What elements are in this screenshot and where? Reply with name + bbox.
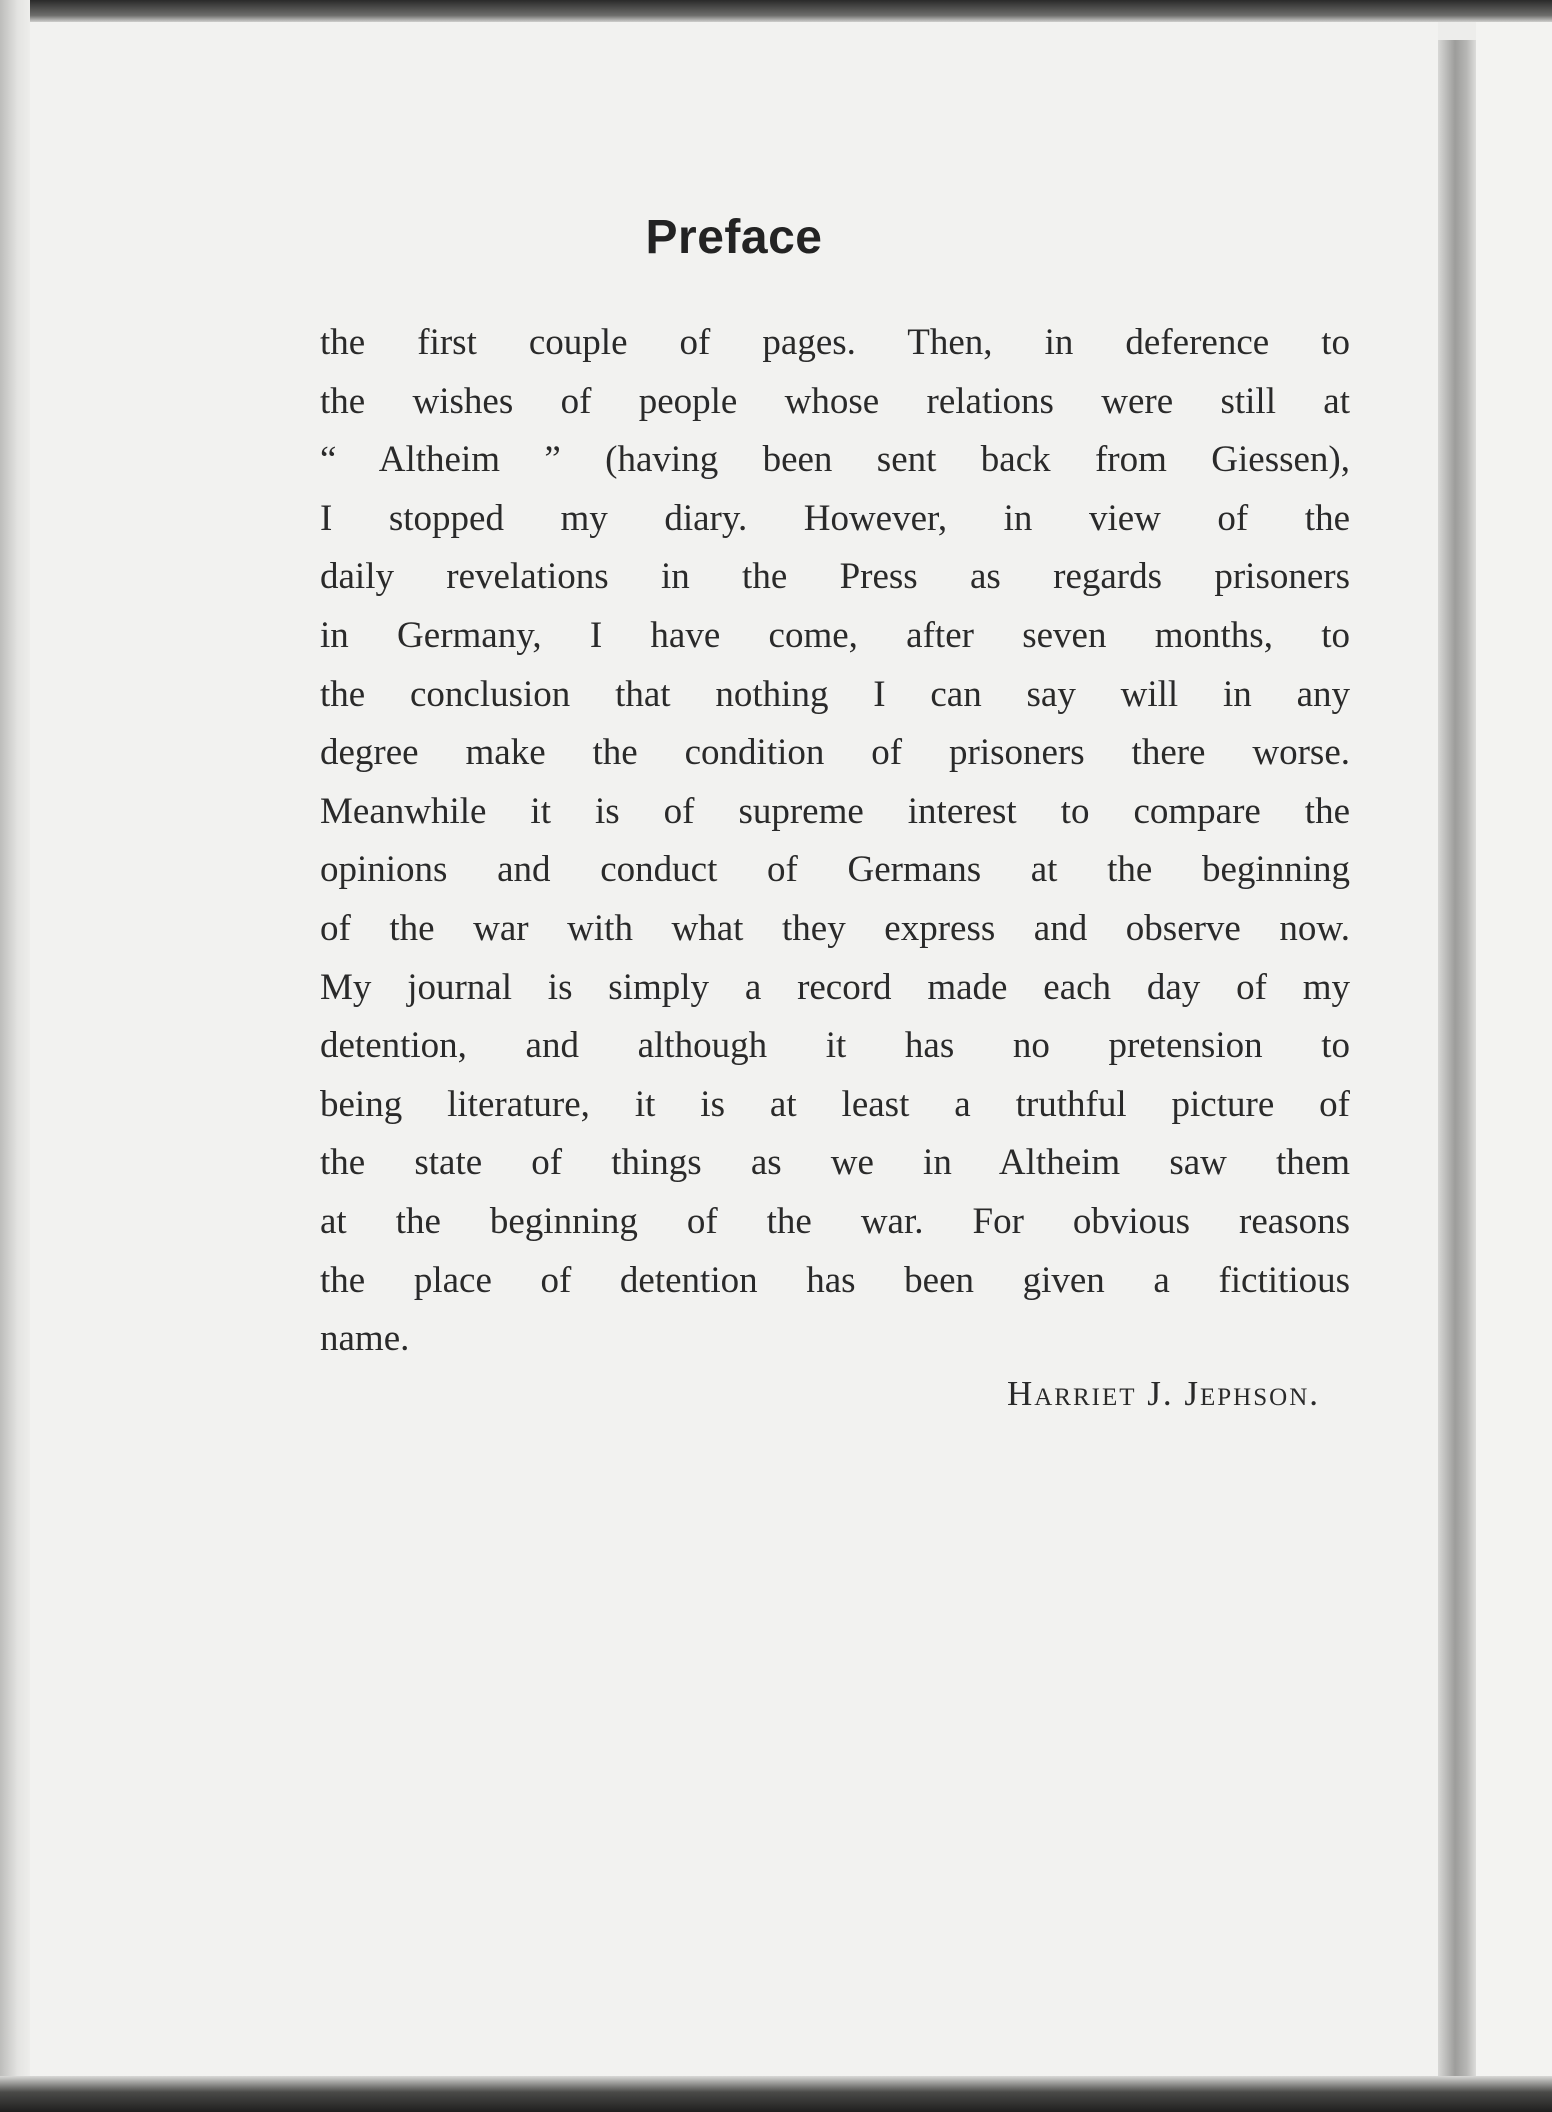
text-line: the conclusion that nothing I can say will in any — [320, 673, 1350, 715]
text-line: of the war with what they express and observe now. — [320, 907, 1350, 949]
text-line: the first couple of pages. Then, in deference to — [320, 322, 1350, 363]
text-line: detention, and although it has no pretension to — [320, 1025, 1350, 1067]
text-line: the place of detention has been given a fictitious — [320, 1259, 1350, 1301]
text-line: degree make the condition of prisoners there worse. — [320, 732, 1350, 774]
text-line: the state of things as we in Altheim saw them — [320, 1142, 1350, 1184]
text-line: “ Altheim ” (having been sent back from Giessen), — [320, 439, 1350, 481]
text-line: being literature, it is at least a truthful picture of — [320, 1083, 1350, 1125]
preface-body — [320, 314, 1350, 1369]
text-line: at the beginning of the war. For obvious reasons — [320, 1200, 1350, 1242]
scan-left-edge — [0, 0, 30, 2112]
text-line: opinions and conduct of Germans at the beginning — [320, 849, 1350, 891]
text-line: in Germany, I have come, after seven months, to — [320, 614, 1350, 656]
text-line: My journal is simply a record made each day of my — [320, 966, 1350, 1008]
book-page — [30, 22, 1438, 2076]
text-line: Meanwhile it is of supreme interest to compare the — [320, 790, 1350, 832]
author-signature: Harriet J. Jephson. — [1006, 1374, 1320, 1413]
text-line: the wishes of people whose relations were still at — [320, 380, 1350, 422]
text-line: I stopped my diary. However, in view of the — [320, 497, 1350, 539]
page-header — [30, 210, 1438, 265]
text-line: name. — [320, 1318, 410, 1360]
scan-bottom-edge — [0, 2076, 1552, 2112]
book-gutter — [1438, 40, 1476, 2080]
adjacent-page — [1476, 22, 1552, 2082]
page-title: Preface — [645, 211, 823, 264]
scan-top-edge — [0, 0, 1552, 22]
text-line: daily revelations in the Press as regards prisoners — [320, 556, 1350, 598]
